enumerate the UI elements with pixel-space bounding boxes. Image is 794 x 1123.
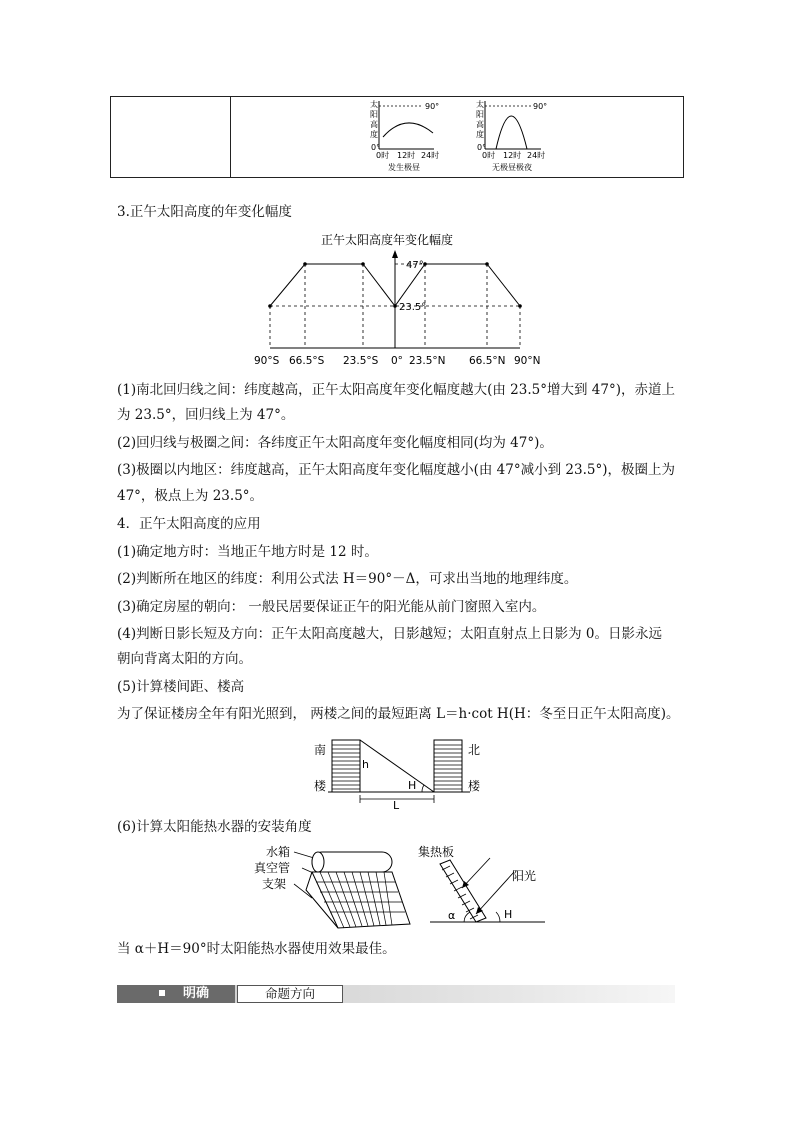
g1-y-4: 度 [370, 130, 378, 139]
water-tank [312, 852, 392, 872]
g1-y-1: 太 [370, 100, 378, 109]
g2-deg0: 0° [477, 143, 487, 152]
north-label: 北 [468, 743, 481, 757]
g2-deg90: 90° [533, 102, 548, 111]
section4-heading: 4．正午太阳高度的应用 [117, 516, 261, 532]
x-label-4: 23.5°N [409, 355, 446, 367]
s4-p3: (3)确定房屋的朝向： 一般民居要保证正午的阳光能从前门窗照入室内。 [117, 599, 546, 615]
sun-ray [360, 740, 434, 792]
g2-y-2: 阳 [476, 110, 484, 119]
data-point-0 [268, 304, 272, 308]
south-label: 南 [314, 743, 327, 757]
north-building [434, 740, 462, 792]
vacuum-tubes [306, 872, 410, 928]
s4-p8: 当 α＋H＝90°时太阳能热水器使用效果最佳。 [117, 941, 396, 957]
data-point-4 [423, 262, 427, 266]
h-label: h [362, 758, 369, 771]
g2-tick-0: 0时 [482, 151, 496, 160]
data-point-5 [485, 262, 489, 266]
banner-right: 命题方向 [237, 985, 343, 1003]
banner-left [117, 985, 235, 1003]
g1-deg0: 0° [371, 143, 381, 152]
s4-p6: 为了保证楼房全年有阳光照到， 两楼之间的最短距离 L＝h·cot H(H：冬至日正午太阳高度)。 [117, 706, 680, 722]
graph-polar-day [370, 99, 439, 172]
s4-p5: (5)计算楼间距、楼高 [117, 679, 245, 695]
graph-no-polar [476, 99, 547, 172]
collector-label: 集热板 [418, 845, 455, 859]
H-label: H [408, 779, 417, 792]
g2-y-4: 度 [476, 130, 484, 139]
g1-y-3: 高 [370, 120, 378, 129]
sun-altitude-graphs [111, 97, 683, 177]
H-angle-label: H [504, 908, 513, 921]
g1-caption: 发生极昼 [388, 163, 420, 172]
alpha-label: α [448, 909, 456, 922]
x-label-5: 66.5°N [469, 355, 506, 367]
g2-tick-12: 12时 [503, 151, 522, 160]
x-label-6: 90°N [514, 355, 541, 367]
s3-p3-line2: 47°，极点上为 23.5°。 [117, 488, 264, 504]
s3-p1-line1: (1)南北回归线之间：纬度越高，正午太阳高度年变化幅度越大(由 23.5°增大到 47°)，赤道上 [117, 382, 675, 398]
data-point-3 [393, 304, 397, 308]
x-label-1: 66.5°S [289, 355, 325, 367]
south-building [332, 740, 360, 792]
x-label-2: 23.5°S [343, 355, 379, 367]
s4-p4-line2: 朝向背离太阳的方向。 [117, 651, 252, 667]
s3-p2: (2)回归线与极圈之间：各纬度正午太阳高度年变化幅度相同(均为 47°)。 [117, 435, 553, 451]
g1-tick-24: 24时 [421, 151, 440, 160]
g1-tick-0: 0时 [376, 151, 390, 160]
tube-label: 真空管 [254, 861, 291, 875]
s4-p4-line1: (4)判断日影长短及方向：正午太阳高度越大，日影越短；太阳直射点上日影为 0。日影永远 [117, 626, 663, 642]
north-building-label: 楼 [468, 779, 481, 793]
g2-caption: 无极昼极夜 [492, 163, 532, 172]
s3-p3-line1: (3)极圈以内地区：纬度越高，正午太阳高度年变化幅度越小(由 47°减小到 23.5°)，极圈上为 [117, 462, 675, 478]
s4-p2: (2)判断所在地区的纬度：利用公式法 H＝90°－Δ，可求出当地的地理纬度。 [117, 571, 578, 587]
s4-p7: (6)计算太阳能热水器的安装角度 [117, 819, 312, 835]
section3-heading: 3.正午太阳高度的年变化幅度 [117, 204, 292, 220]
data-point-6 [518, 304, 522, 308]
data-point-2 [361, 262, 365, 266]
section-banner [117, 985, 675, 1003]
g2-tick-24: 24时 [527, 151, 546, 160]
building-distance-figure [310, 738, 490, 810]
s4-p1: (1)确定地方时：当地正午地方时是 12 时。 [117, 544, 378, 560]
g1-tick-12: 12时 [397, 151, 416, 160]
data-point-1 [303, 262, 307, 266]
top-table [110, 96, 684, 178]
chart-x-labels [254, 355, 540, 367]
g2-y-1: 太 [476, 100, 484, 109]
solar-heater-figure [250, 842, 560, 930]
y-label-47: 47° [406, 260, 424, 271]
s3-p1-line2: 为 23.5°，回归线上为 47°。 [117, 407, 295, 423]
g1-y-2: 阳 [370, 110, 378, 119]
chart-title: 正午太阳高度年变化幅度 [321, 233, 454, 247]
x-label-3: 0° [391, 355, 403, 367]
sunlight-label: 阳光 [512, 869, 537, 883]
south-building-label: 楼 [314, 779, 327, 793]
tank-label: 水箱 [266, 845, 291, 859]
g1-deg90: 90° [425, 102, 440, 111]
y-label-23-5: 23.5° [399, 302, 427, 313]
g2-y-3: 高 [476, 120, 484, 129]
banner-left-text: 明确 [183, 986, 210, 1001]
x-label-0: 90°S [254, 355, 280, 367]
square-icon [159, 990, 165, 996]
annual-range-chart [248, 230, 548, 372]
L-label: L [393, 799, 400, 810]
chart-axes [270, 250, 520, 348]
stand-label: 支架 [262, 877, 287, 891]
